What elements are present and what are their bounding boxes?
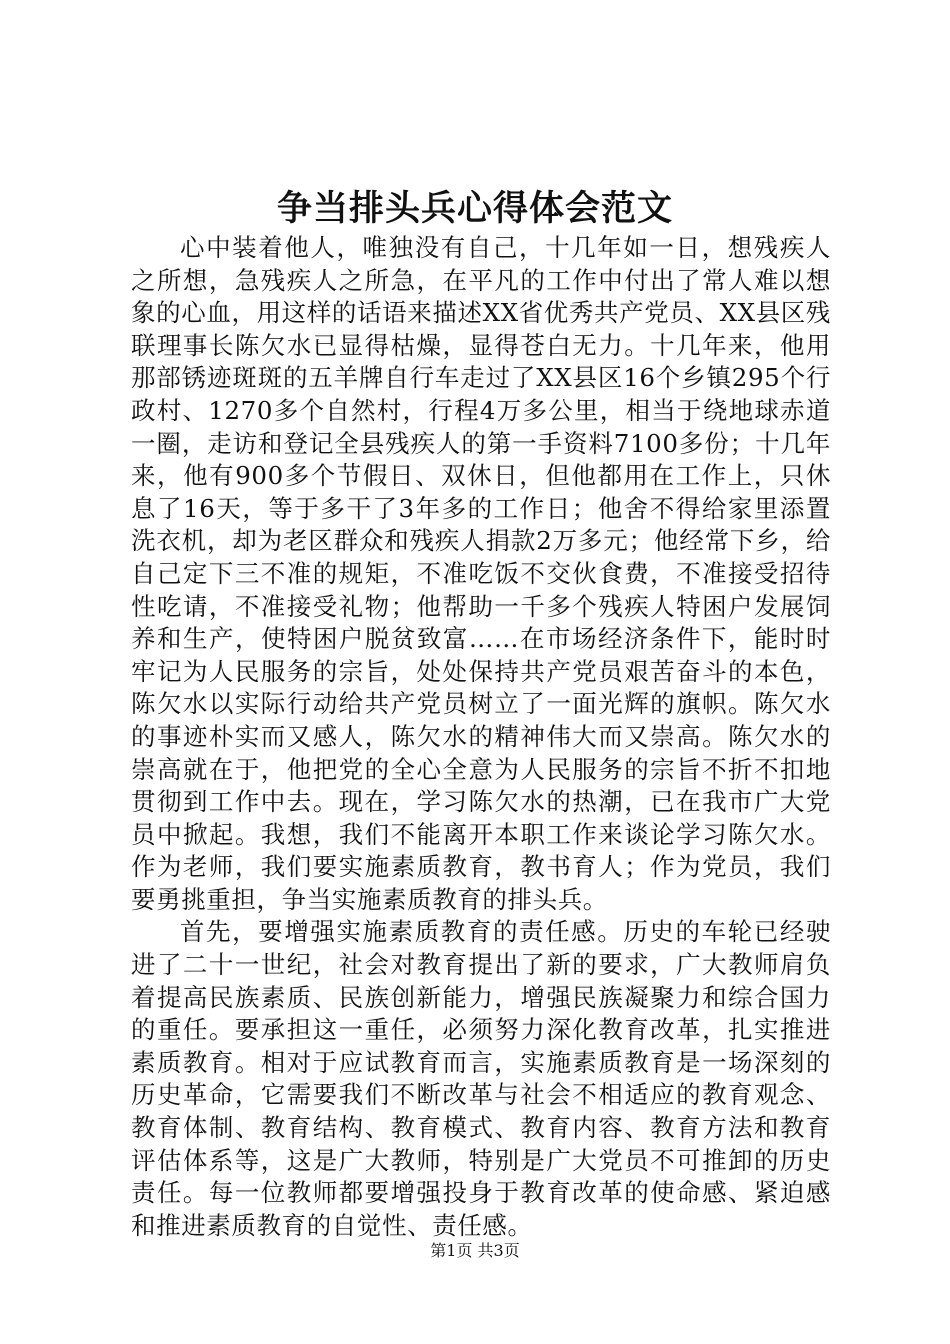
page-number-footer: 第1页 共3页 [430, 1241, 520, 1260]
document-title: 争当排头兵心得体会范文 [276, 188, 673, 229]
paragraph-1: 心中装着他人，唯独没有自己，十几年如一日，想残疾人之所想，急残疾人之所急，在平凡的工作中付出了常人难以想象的心血，用这样的话语来描述XX省优秀共产党员、XX县区残联理事长陈欠水已显得枯燥，显得苍白无力。十几年来，他用那部锈迹斑斑的五羊牌自行车走过了XX县区16个乡镇295个行政村、1270多个自然村，行程4万多公里，相当于绕地球赤道一圈，走访和登记全县残疾人的第一手资料7100多份；十几年来，他有900多个节假日、双休日，但他都用在工作上，只休息了16天，等于多干了3年多的工作日；他舍不得给家里添置洗衣机，却为老区群众和残疾人捐款2万多元；他经常下乡，给自己定下三不准的规矩，不准吃饭不交伙食费，不准接受招待性吃请，不准接受礼物；他帮助一千多个残疾人特困户发展饲养和生产，使特困户脱贫致富……在市场经济条件下，能时时牢记为人民服务的宗旨，处处保持共产党员艰苦奋斗的本色，陈欠水以实际行动给共产党员树立了一面光辉的旗帜。陈欠水的事迹朴实而又感人，陈欠水的精神伟大而又崇高。陈欠水的崇高就在于，他把党的全心全意为人民服务的宗旨不折不扣地贯彻到工作中去。现在，学习陈欠水的热潮，已在我市广大党员中掀起。我想，我们不能离开本职工作来谈论学习陈欠水。作为老师，我们要实施素质教育，教书育人；作为党员，我们要勇挑重担，争当实施素质教育的排头兵。 [131, 233, 831, 914]
document-body [131, 232, 831, 1242]
paragraph-2: 首先，要增强实施素质教育的责任感。历史的车轮已经驶进了二十一世纪，社会对教育提出了新的要求，广大教师肩负着提高民族素质、民族创新能力，增强民族凝聚力和综合国力的重任。要承担这一重任，必须努力深化教育改革，扎实推进素质教育。相对于应试教育而言，实施素质教育是一场深刻的历史革命，它需要我们不断改革与社会不相适应的教育观念、教育体制、教育结构、教育模式、教育内容、教育方法和教育评估体系等，这是广大教师，特别是广大党员不可推卸的历史责任。每一位教师都要增强投身于教育改革的使命感、紧迫感和推进素质教育的自觉性、责任感。 [131, 917, 831, 1240]
